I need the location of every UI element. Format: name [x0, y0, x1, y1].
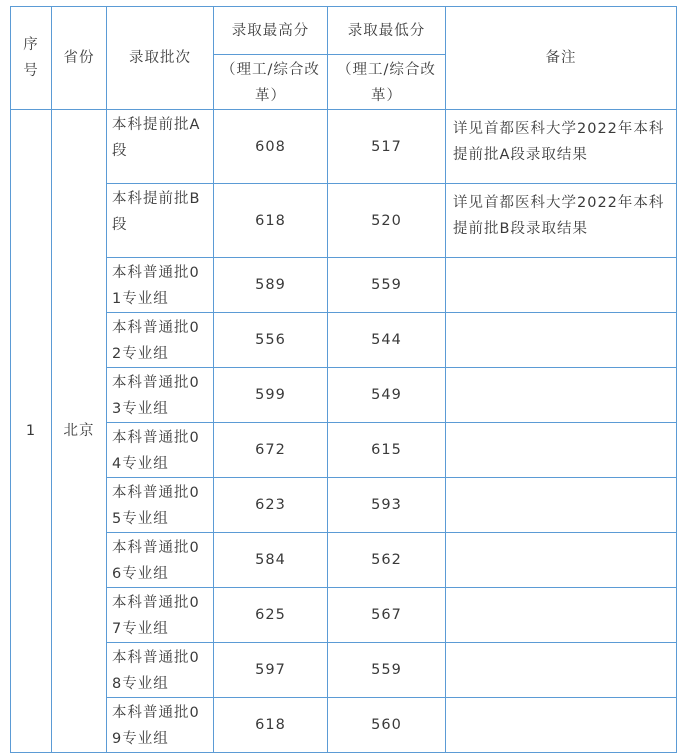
cell-batch: 本科提前批A段	[107, 110, 214, 184]
table-body	[11, 110, 677, 753]
table-row	[11, 258, 677, 313]
header-province: 省份	[52, 7, 107, 110]
table-row	[11, 588, 677, 643]
table-row	[11, 478, 677, 533]
admission-score-table	[10, 6, 677, 753]
table-row	[11, 643, 677, 698]
cell-batch: 本科普通批02专业组	[107, 313, 214, 368]
cell-min: 593	[328, 478, 446, 533]
cell-batch: 本科提前批B段	[107, 184, 214, 258]
cell-remark	[446, 423, 677, 478]
cell-remark	[446, 588, 677, 643]
cell-max: 625	[214, 588, 328, 643]
cell-remark	[446, 698, 677, 753]
header-max-score: 录取最高分	[214, 7, 328, 55]
cell-max: 608	[214, 110, 328, 184]
header-row	[11, 7, 677, 55]
cell-min: 549	[328, 368, 446, 423]
header-index: 序号	[11, 7, 52, 110]
cell-remark	[446, 643, 677, 698]
cell-remark: 详见首都医科大学2022年本科提前批A段录取结果	[446, 110, 677, 184]
cell-province: 北京	[52, 110, 107, 753]
cell-remark	[446, 368, 677, 423]
header-max-sub: （理工/综合改革）	[214, 55, 328, 110]
cell-batch: 本科普通批04专业组	[107, 423, 214, 478]
table-row	[11, 698, 677, 753]
cell-remark	[446, 258, 677, 313]
cell-min: 562	[328, 533, 446, 588]
table-row	[11, 423, 677, 478]
cell-min: 517	[328, 110, 446, 184]
cell-remark	[446, 478, 677, 533]
cell-batch: 本科普通批03专业组	[107, 368, 214, 423]
cell-min: 559	[328, 258, 446, 313]
table-row	[11, 110, 677, 184]
header-batch: 录取批次	[107, 7, 214, 110]
cell-max: 618	[214, 698, 328, 753]
table-row	[11, 313, 677, 368]
cell-max: 589	[214, 258, 328, 313]
header-min-score: 录取最低分	[328, 7, 446, 55]
cell-max: 623	[214, 478, 328, 533]
header-min-sub: （理工/综合改革）	[328, 55, 446, 110]
cell-min: 520	[328, 184, 446, 258]
cell-batch: 本科普通批05专业组	[107, 478, 214, 533]
cell-remark	[446, 533, 677, 588]
cell-remark	[446, 313, 677, 368]
cell-max: 618	[214, 184, 328, 258]
cell-max: 597	[214, 643, 328, 698]
cell-batch: 本科普通批01专业组	[107, 258, 214, 313]
cell-min: 560	[328, 698, 446, 753]
cell-batch: 本科普通批09专业组	[107, 698, 214, 753]
cell-min: 544	[328, 313, 446, 368]
table-row	[11, 184, 677, 258]
cell-min: 567	[328, 588, 446, 643]
cell-min: 615	[328, 423, 446, 478]
cell-remark: 详见首都医科大学2022年本科提前批B段录取结果	[446, 184, 677, 258]
cell-batch: 本科普通批07专业组	[107, 588, 214, 643]
cell-batch: 本科普通批08专业组	[107, 643, 214, 698]
cell-min: 559	[328, 643, 446, 698]
cell-max: 584	[214, 533, 328, 588]
cell-max: 556	[214, 313, 328, 368]
cell-batch: 本科普通批06专业组	[107, 533, 214, 588]
cell-index: 1	[11, 110, 52, 753]
table-row	[11, 368, 677, 423]
cell-max: 672	[214, 423, 328, 478]
cell-max: 599	[214, 368, 328, 423]
table-row	[11, 533, 677, 588]
header-remark: 备注	[446, 7, 677, 110]
